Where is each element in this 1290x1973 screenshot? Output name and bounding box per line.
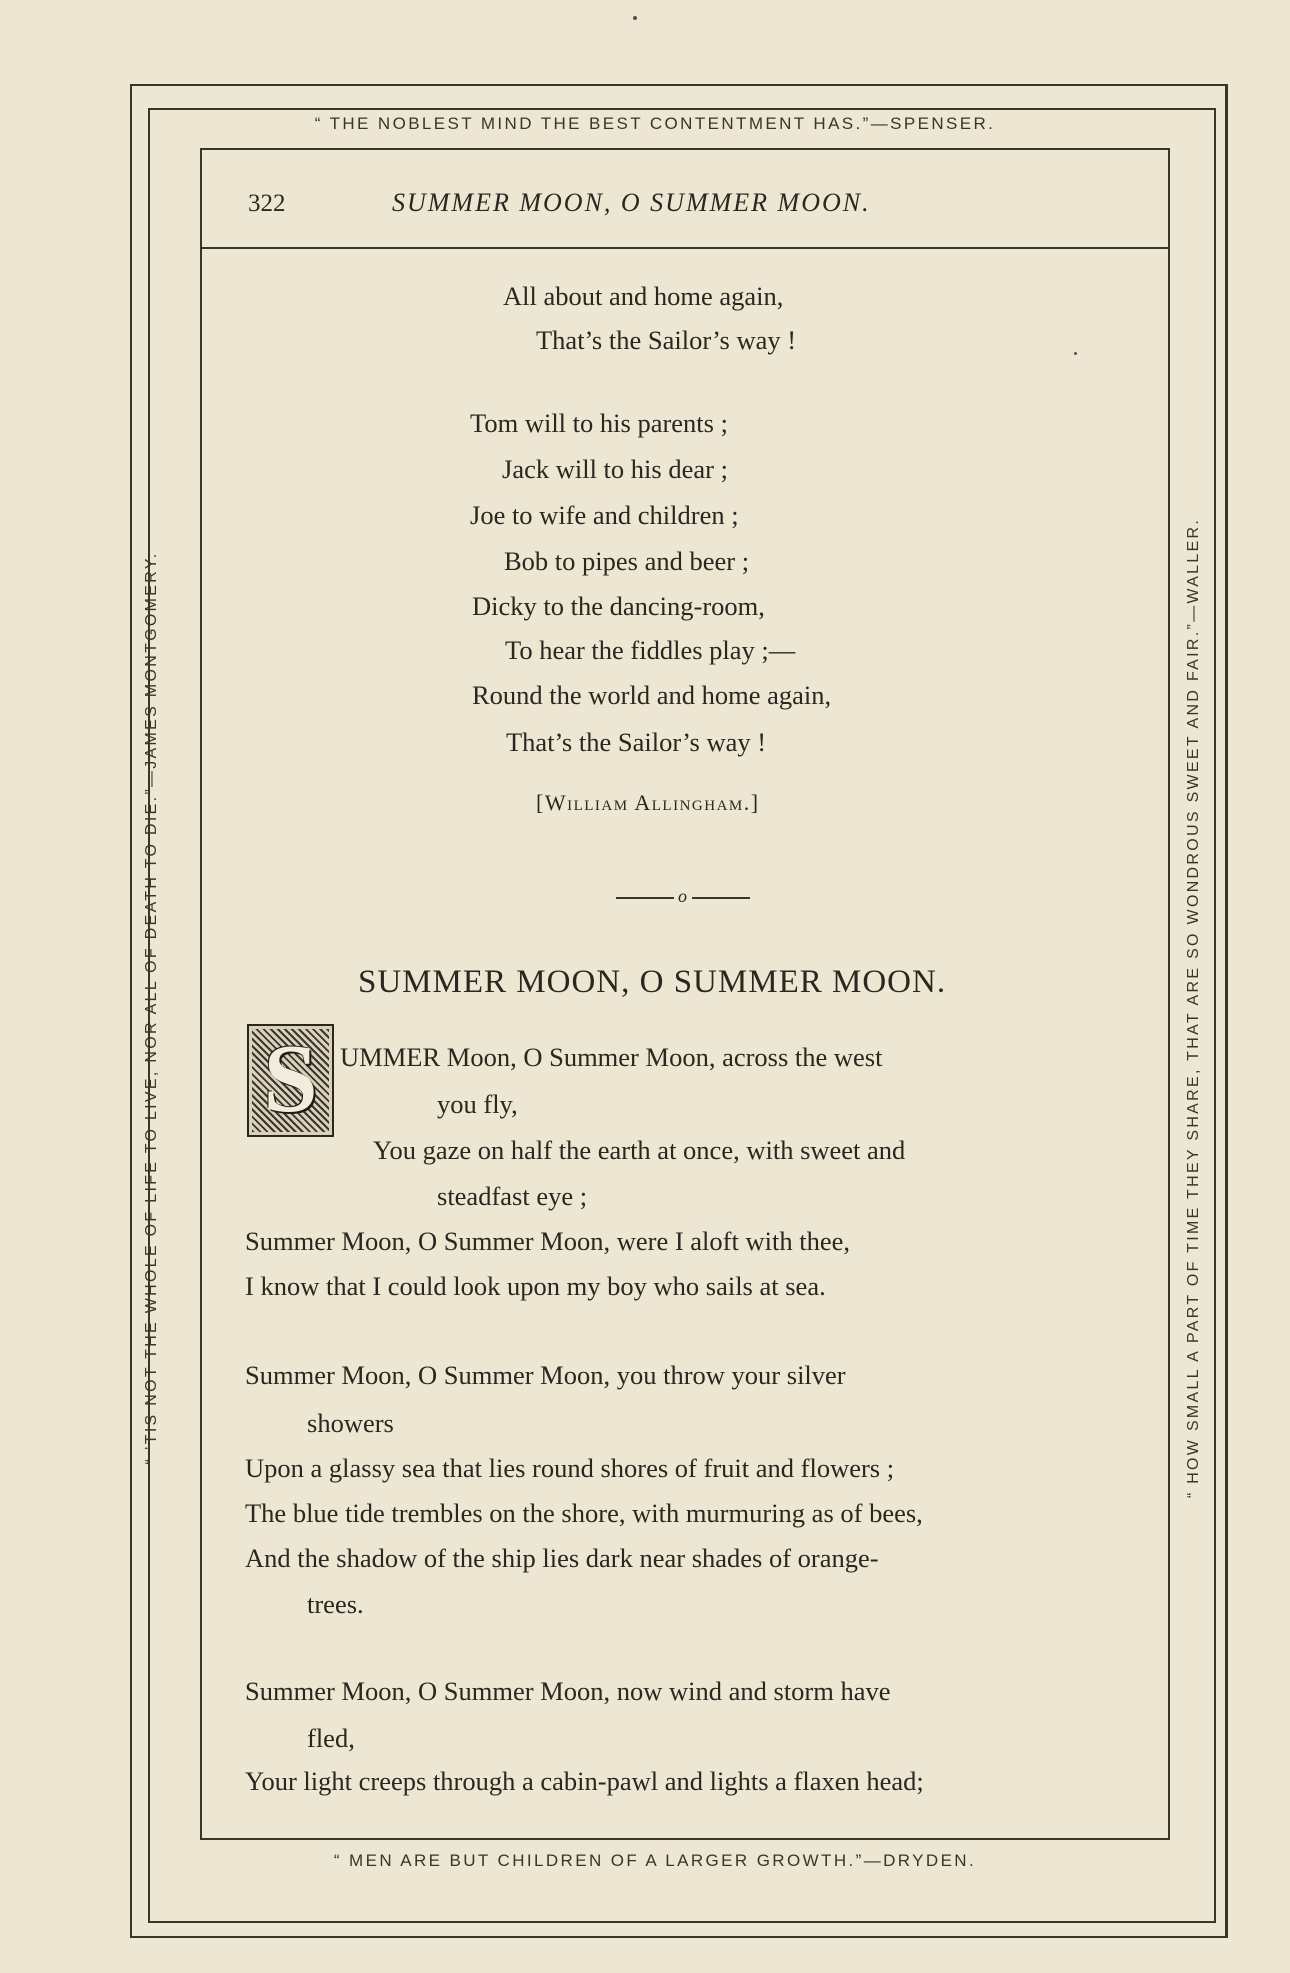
poem2-line: Your light creeps through a cabin-pawl and lights a flaxen head; bbox=[245, 1766, 924, 1796]
poem1-line: Jack will to his dear ; bbox=[502, 454, 728, 484]
motto-bottom: “ MEN ARE BUT CHILDREN OF A LARGER GROWTH.”—DRYDEN. bbox=[333, 1851, 977, 1870]
header-rule bbox=[200, 247, 1170, 249]
motto-top: “ THE NOBLEST MIND THE BEST CONTENTMENT HAS.”—SPENSER. bbox=[314, 114, 996, 133]
dropcap-illustration bbox=[247, 1024, 334, 1137]
poem2-line: The blue tide trembles on the shore, with murmuring as of bees, bbox=[245, 1498, 923, 1528]
motto-right: “ HOW SMALL A PART OF TIME THEY SHARE, THAT ARE SO WONDROUS SWEET AND FAIR.”—WALLER. bbox=[1185, 517, 1202, 1499]
poem1-line: All about and home again, bbox=[503, 281, 784, 311]
poem2-line: you fly, bbox=[437, 1089, 518, 1119]
divider-ornament: o bbox=[678, 886, 687, 906]
poem2-line: You gaze on half the earth at once, with sweet and bbox=[373, 1135, 906, 1165]
paper-speck bbox=[633, 16, 637, 20]
poem2-line: trees. bbox=[307, 1589, 364, 1619]
poem1-attribution: [William Allingham.] bbox=[536, 790, 760, 815]
dropcap-letter: S bbox=[263, 1025, 318, 1133]
motto-left: “ ’TIS NOT THE WHOLE OF LIFE TO LIVE, NOR ALL OF DEATH TO DIE.”—JAMES MONTGOMERY. bbox=[143, 551, 160, 1465]
poem2-line: fled, bbox=[307, 1723, 355, 1753]
poem1-line: That’s the Sailor’s way ! bbox=[536, 325, 797, 355]
page-number: 322 bbox=[248, 190, 286, 217]
paper-speck bbox=[1074, 352, 1077, 355]
poem2-line: And the shadow of the ship lies dark near shades of orange- bbox=[245, 1543, 879, 1573]
poem2-line: Upon a glassy sea that lies round shores of fruit and flowers ; bbox=[245, 1453, 895, 1483]
poem1-line: That’s the Sailor’s way ! bbox=[506, 727, 767, 757]
running-title: SUMMER MOON, O SUMMER MOON. bbox=[392, 188, 871, 217]
poem1-line: Round the world and home again, bbox=[472, 680, 832, 710]
poem2-title: SUMMER MOON, O SUMMER MOON. bbox=[358, 964, 947, 1000]
poem2-line: showers bbox=[307, 1408, 394, 1438]
poem1-line: Joe to wife and children ; bbox=[470, 500, 739, 530]
section-divider bbox=[616, 888, 756, 908]
poem1-line: Tom will to his parents ; bbox=[470, 408, 728, 438]
poem2-line: steadfast eye ; bbox=[437, 1181, 588, 1211]
poem1-line: Bob to pipes and beer ; bbox=[504, 546, 750, 576]
poem2-line: Summer Moon, O Summer Moon, were I aloft with thee, bbox=[245, 1226, 850, 1256]
poem1-line: To hear the fiddles play ;— bbox=[505, 635, 796, 665]
poem2-line: I know that I could look upon my boy who sails at sea. bbox=[245, 1271, 826, 1301]
poem2-line: Summer Moon, O Summer Moon, you throw your silver bbox=[245, 1360, 846, 1390]
poem1-line: Dicky to the dancing-room, bbox=[472, 591, 765, 621]
poem2-line: Summer Moon, O Summer Moon, now wind and storm have bbox=[245, 1676, 891, 1706]
poem2-line: UMMER Moon, O Summer Moon, across the west bbox=[340, 1042, 883, 1072]
